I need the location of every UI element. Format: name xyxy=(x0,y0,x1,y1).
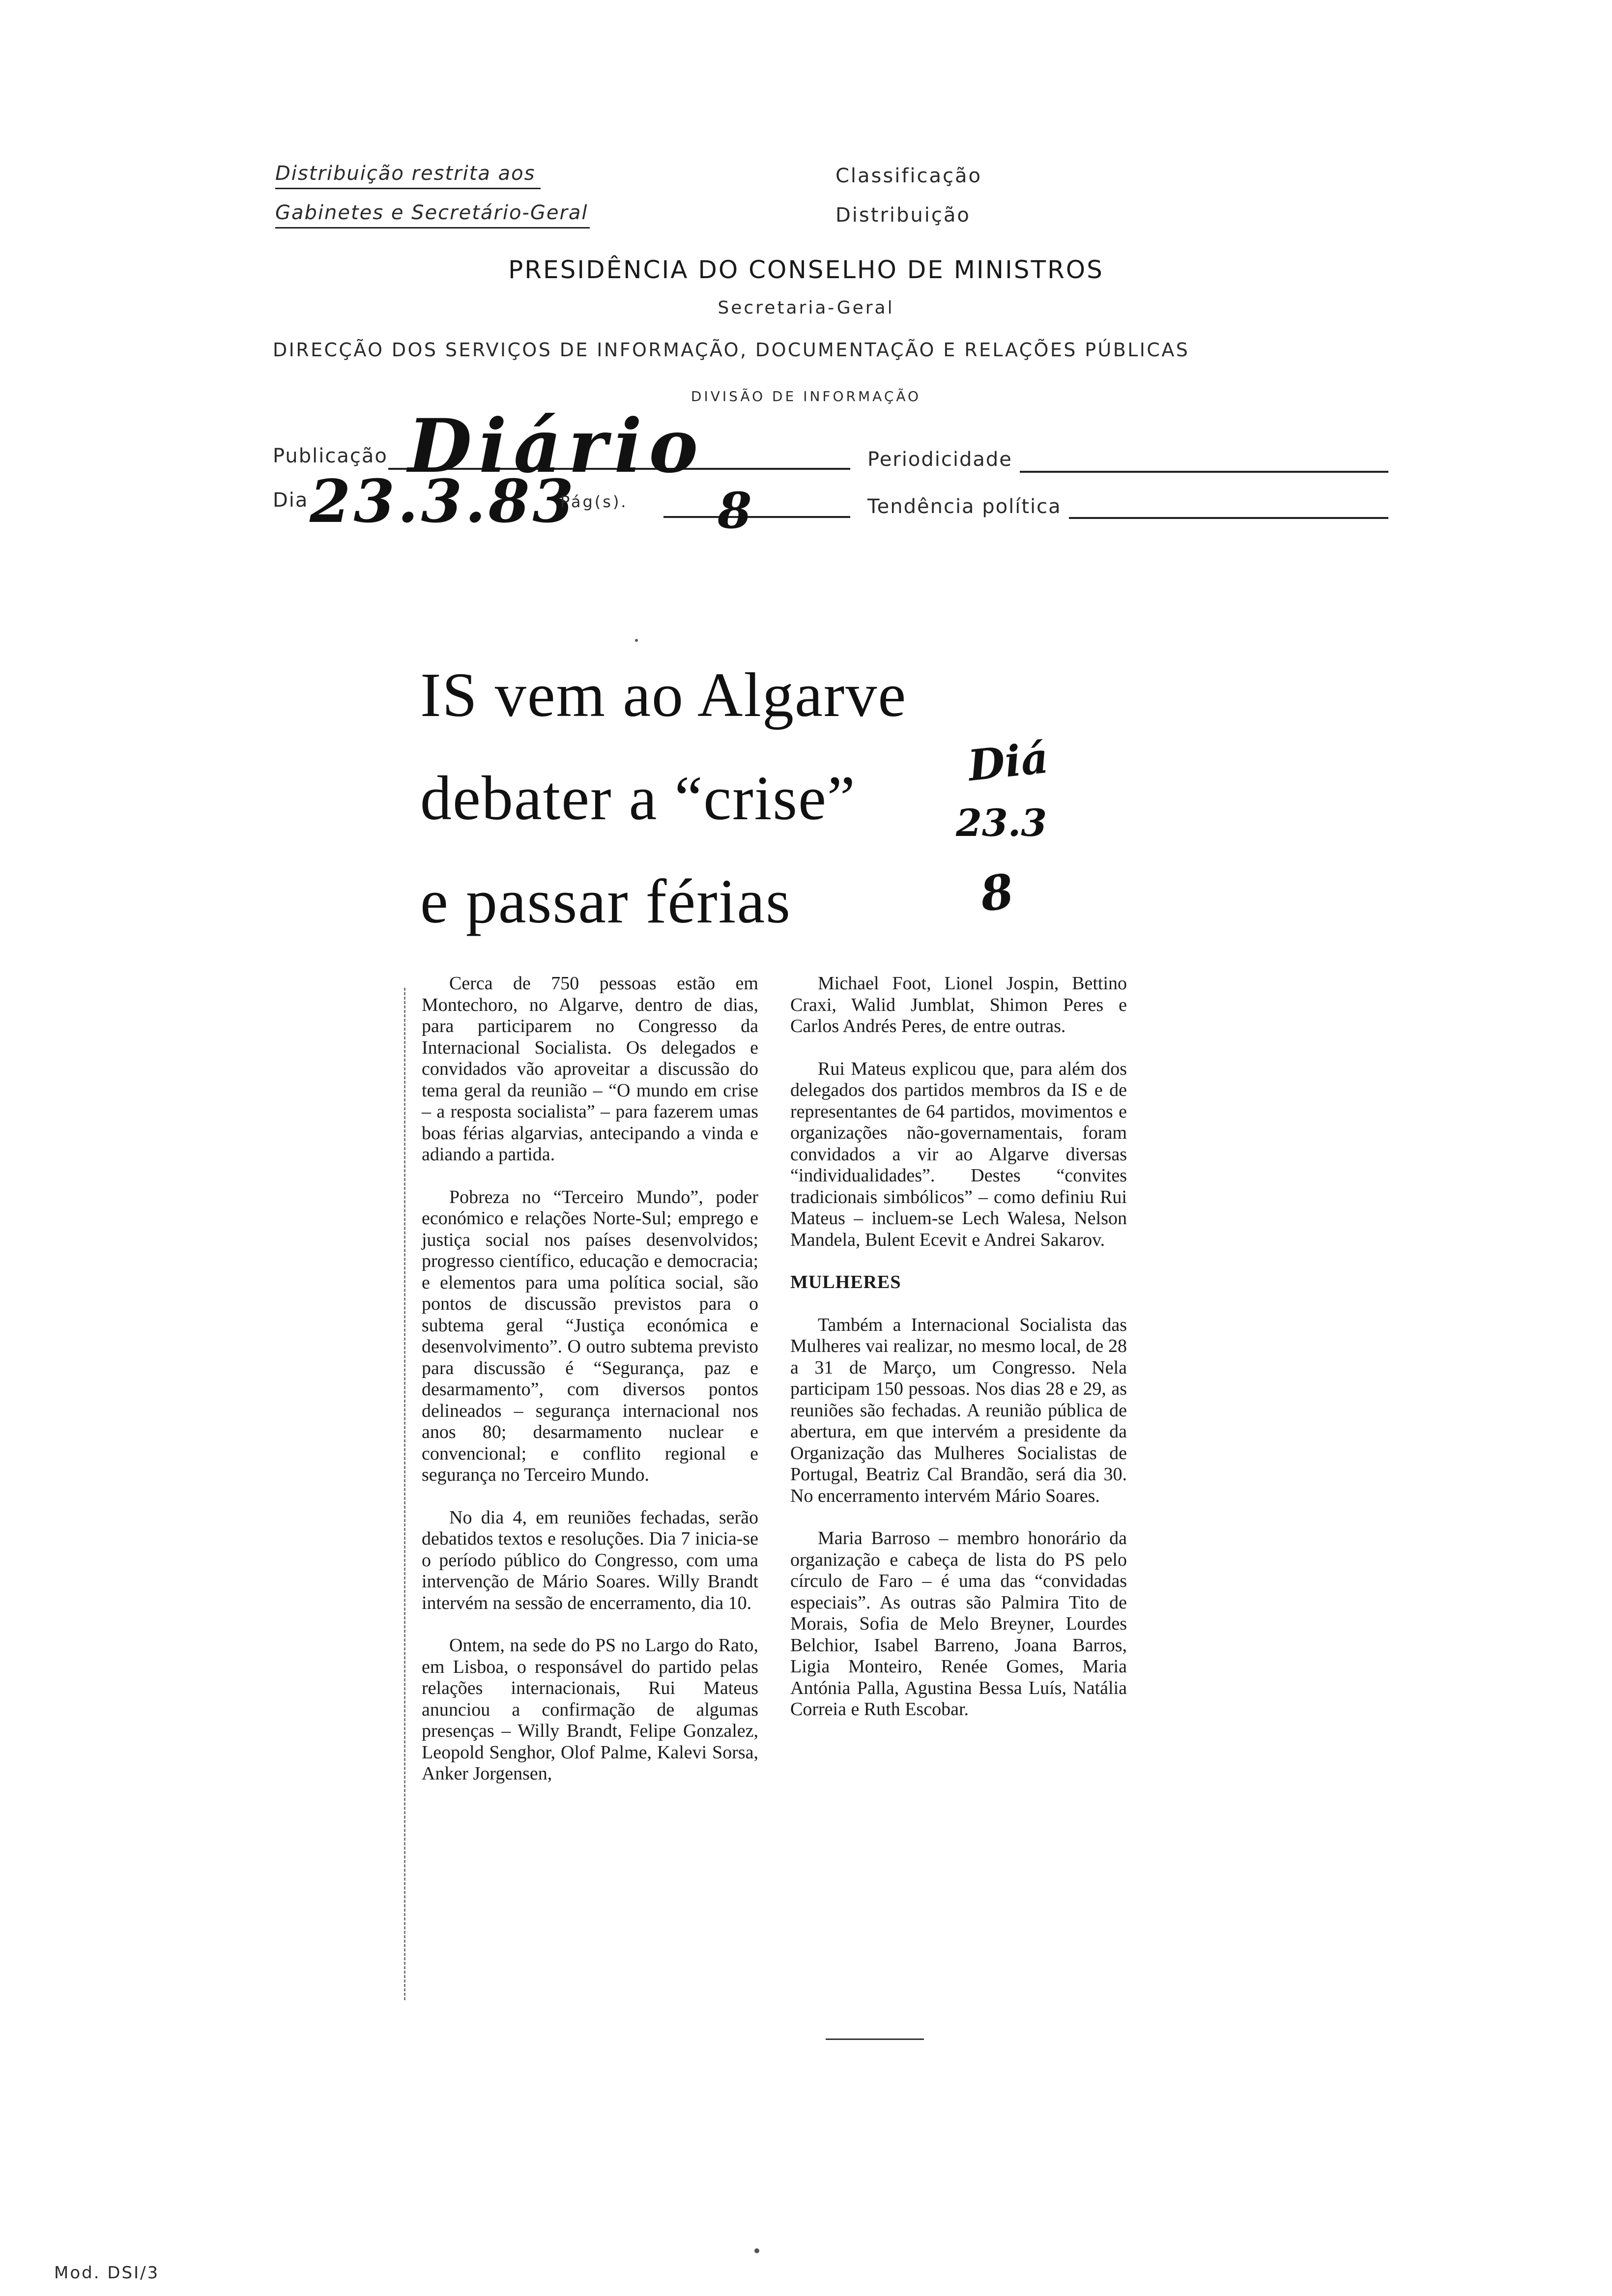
clipping-left-edge xyxy=(404,988,405,2000)
day-label: Dia xyxy=(273,489,309,512)
article-column-1 xyxy=(422,973,758,1785)
scan-speck xyxy=(635,639,638,642)
periodicity-field-line xyxy=(1020,471,1388,473)
division-line: DIVISÃO DE INFORMAÇÃO xyxy=(691,388,921,404)
periodicity-label: Periodicidade xyxy=(867,448,1012,471)
form-code: Mod. DSI/3 xyxy=(54,2263,160,2283)
restricted-underline-2 xyxy=(275,227,590,229)
scan-speck xyxy=(754,2248,759,2253)
publication-label: Publicação xyxy=(273,445,388,467)
paragraph: Ontem, na sede do PS no Largo do Rato, em Lisboa, o responsável do partido pelas relações internacionais, Rui Mateus anunciou a confirmação de algumas presenças – Willy Brandt, Felipe Gonzalez, Leopold Senghor, Olof Palme, Kalevi Sorsa, Anker Jorgensen, xyxy=(422,1635,758,1784)
paragraph: No dia 4, em reuniões fechadas, serão debatidos textos e resoluções. Dia 7 inicia-se o período público do Congresso, com uma intervenção de Mário Soares. Willy Brandt intervém na sessão de encerramento, dia 10. xyxy=(422,1507,758,1613)
headline-line-3: e passar férias xyxy=(420,866,791,936)
publication-value: Diário xyxy=(408,403,705,489)
margin-note-2: 23.3 xyxy=(956,801,1047,845)
direction-line: DIRECÇÃO DOS SERVIÇOS DE INFORMAÇÃO, DOCUMENTAÇÃO E RELAÇÕES PÚBLICAS xyxy=(273,339,1190,361)
restricted-line-2: Gabinetes e Secretário-Geral xyxy=(275,201,588,224)
pages-field-line xyxy=(663,516,850,518)
org-title: PRESIDÊNCIA DO CONSELHO DE MINISTROS xyxy=(508,256,1104,284)
day-value: 23.3.83 xyxy=(310,467,577,536)
tendency-field-line xyxy=(1069,517,1388,519)
article-column-2 xyxy=(790,973,1127,1721)
paragraph: Também a Internacional Socialista das Mulheres vai realizar, no mesmo local, de 28 a 31 de Março, um Congresso. Nela participam 150 pessoas. Nos dias 28 e 29, as reuniões são fechadas. A reunião pública de abertura, em que intervém a presidente da Organização das Mulheres Socialistas de Portugal, Beatriz Cal Brandão, será dia 30. No encerramento intervém Mário Soares. xyxy=(790,1314,1127,1506)
pages-label: Pág(s). xyxy=(560,492,628,511)
restricted-underline-1 xyxy=(275,188,541,189)
headline-line-2: debater a “crise” xyxy=(420,763,856,833)
paragraph: Michael Foot, Lionel Jospin, Bettino Craxi, Walid Jumblat, Shimon Peres e Carlos Andrés Peres, de entre outras. xyxy=(790,973,1127,1036)
margin-note-1: Diá xyxy=(966,733,1051,791)
article-end-rule xyxy=(826,2038,924,2040)
pages-value: 8 xyxy=(718,482,752,540)
paragraph: Cerca de 750 pessoas estão em Montechoro, no Algarve, dentro de dias, para participarem no Congresso da Internacional Socialista. Os delegados e convidados vão aproveitar a discussão do tema geral da reunião – “O mundo em crise – a resposta socialista” – para fazerem umas boas férias algarvias, antecipando a vinda e adiando a partida. xyxy=(422,973,758,1165)
classification-label: Classificação xyxy=(835,165,982,187)
paragraph: Pobreza no “Terceiro Mundo”, poder económico e relações Norte-Sul; emprego e justiça social nos países desenvolvidos; progresso científico, educação e democracia; e elementos para uma política social, são pontos de discussão previstos para o subtema geral “Justiça económica e desenvolvimento”. O outro subtema previsto para discussão é “Segurança, paz e desarmamento”, com diversos pontos delineados – segurança internacional nos anos 80; desarmamento nuclear e convencional; e conflito regional e segurança no Terceiro Mundo. xyxy=(422,1186,758,1485)
margin-note-3: 8 xyxy=(977,862,1017,923)
tendency-label: Tendência política xyxy=(867,495,1062,518)
paragraph: Rui Mateus explicou que, para além dos delegados dos partidos membros da IS e de representantes de 64 partidos, movimentos e organizações não-governamentais, foram convidados a vir ao Algarve diversas “individualidades”. Destes “convites tradicionais simbólicos” – como definiu Rui Mateus – incluem-se Lech Walesa, Nelson Mandela, Bulent Ecevit e Andrei Sakarov. xyxy=(790,1058,1127,1250)
restricted-line-1: Distribuição restrita aos xyxy=(275,162,536,185)
distribution-label: Distribuição xyxy=(835,204,971,227)
headline-line-1: IS vem ao Algarve xyxy=(420,660,907,730)
org-subtitle: Secretaria-Geral xyxy=(718,298,894,318)
paragraph: Maria Barroso – membro honorário da organização e cabeça de lista do PS pelo círculo de Faro – é uma das “convidadas especiais”. As outras são Palmira Tito de Morais, Sofia de Melo Breyner, Lourdes Belchior, Isabel Barreno, Joana Barros, Ligia Monteiro, Renée Gomes, Maria Antónia Palla, Agustina Bessa Luís, Natália Correia e Ruth Escobar. xyxy=(790,1528,1127,1720)
subheading-mulheres: MULHERES xyxy=(790,1272,901,1292)
